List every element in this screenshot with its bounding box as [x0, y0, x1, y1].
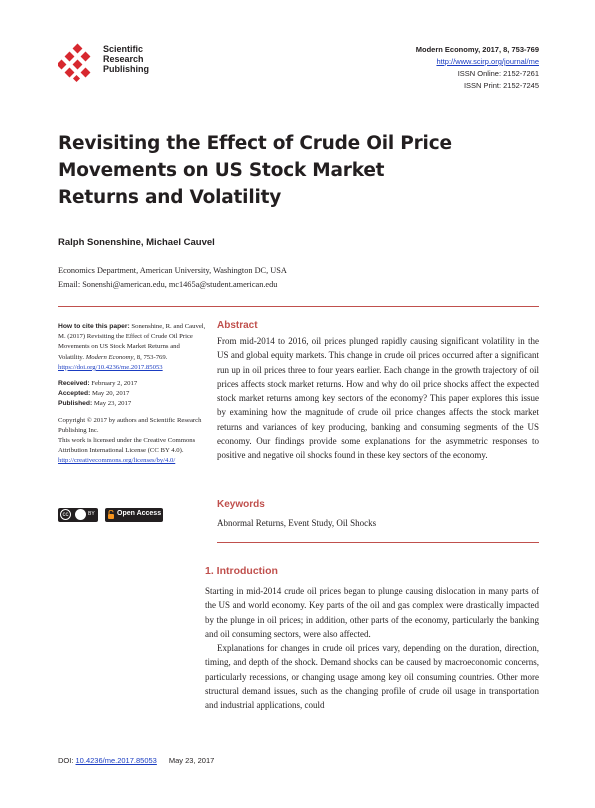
journal-info — [416, 44, 539, 92]
journal-url-link[interactable]: http://www.scirp.org/journal/me — [436, 57, 539, 66]
scientific-research-publishing-logo-icon — [58, 43, 98, 83]
open-access-badge[interactable] — [105, 508, 163, 522]
intro-paragraph: Starting in mid-2014 crude oil prices began to plunge causing dislocation in many parts of the US and world economy. Key parts of the oil and gas complex were drastically impacted by the plunge in oil prices; in addition, other parts of the economy, particularly the banking and oil consuming sectors, were also affected. — [205, 586, 539, 639]
cite-text: Sonenshine, R. and Cauvel, M. (2017) Revisiting the Effect of Crude Oil Price Movements on US Stock Market Returns and Volatility. — [58, 323, 206, 361]
page-footer — [58, 756, 214, 765]
keywords-text: Abnormal Returns, Event Study, Oil Shocks — [217, 518, 377, 528]
affiliation: Economics Department, American University, Washington DC, USA — [58, 266, 287, 275]
section-divider — [217, 542, 539, 543]
received-date: February 2, 2017 — [89, 380, 138, 388]
footer-doi-link[interactable]: 10.4236/me.2017.85053 — [75, 756, 157, 765]
article-sidebar — [58, 322, 206, 467]
accepted-date: May 20, 2017 — [90, 390, 130, 398]
open-lock-icon — [108, 510, 114, 519]
cite-volume: , 8, 753-769. — [133, 353, 168, 361]
abstract-text: From mid-2014 to 2016, oil prices plunged rapidly causing significant volatility in the US and global equity markets. This change in crude oil prices occurred after a significant run up in oil prices three to four years earlier. Each change in the growth trajectory of oil prices affects stock market returns. How and why do oil price shocks affect the expected stock market returns among key sectors of the economy? This paper explores this issue by examining how the magnitude of crude oil price changes affects the stock market returns and variances of key producing, banking and consuming segments of the US economy. Our findings provide some explanations for the asymmetric responses to positive and negative oil shocks found in these key sectors of the economy. — [217, 336, 539, 461]
introduction-heading: 1. Introduction — [205, 565, 278, 577]
top-divider — [58, 306, 539, 307]
publisher-line: Scientific — [103, 44, 144, 54]
title-line: Returns and Volatility — [58, 187, 282, 208]
cc-by-badge[interactable] — [58, 508, 98, 522]
license-url-link[interactable]: http://creativecommons.org/licenses/by/4.0/ — [58, 457, 176, 465]
cite-label: How to cite this paper: — [58, 323, 130, 330]
license-text: This work is licensed under the Creative Commons Attribution International License (CC BY 4.0). — [58, 437, 196, 455]
copyright: Copyright © 2017 by authors and Scientific Research Publishing Inc. — [58, 416, 202, 434]
title-line: Movements on US Stock Market — [58, 160, 385, 181]
published-label: Published: — [58, 400, 93, 408]
person-icon — [75, 509, 86, 520]
dates-block — [58, 379, 206, 410]
cc-icon: cc — [60, 509, 71, 520]
issn-online: ISSN Online: 2152-7261 — [457, 69, 539, 78]
email: Email: Sonenshi@american.edu, mc1465a@student.american.edu — [58, 280, 278, 289]
title-line: Revisiting the Effect of Crude Oil Price — [58, 133, 452, 154]
intro-paragraph: Explanations for changes in crude oil prices vary, depending on the duration, direction, timing, and depth of the shock. Demand shocks can be caused by macroeconomic concerns, particularly recessions, or changing usage among key oil consuming countries. Other more structural demand issues, such as the changing profile of crude oil usage in transportation and industrial applications, could — [205, 643, 539, 711]
abstract-heading: Abstract — [217, 320, 258, 331]
keywords-heading: Keywords — [217, 499, 265, 510]
footer-date: May 23, 2017 — [168, 756, 215, 765]
publisher-line: Publishing — [103, 64, 149, 74]
publisher-line: Research — [103, 54, 144, 64]
published-date: May 23, 2017 — [92, 400, 132, 408]
introduction-body — [205, 584, 539, 713]
cite-doi-link[interactable]: https://doi.org/10.4236/me.2017.85053 — [58, 363, 163, 371]
authors: Ralph Sonenshine, Michael Cauvel — [58, 237, 215, 248]
paper-title — [58, 130, 478, 211]
cc-by-label: BY — [88, 511, 95, 517]
affiliation-block — [58, 264, 287, 292]
citation-block — [58, 322, 206, 373]
open-access-label: Open Access — [117, 510, 162, 517]
accepted-label: Accepted: — [58, 390, 91, 398]
footer-doi-label: DOI: — [58, 756, 76, 765]
received-label: Received: — [58, 380, 90, 388]
issn-print: ISSN Print: 2152-7245 — [463, 81, 539, 90]
publisher-name — [103, 44, 149, 74]
cite-journal: Modern Economy — [85, 353, 134, 361]
journal-citation: Modern Economy, 2017, 8, 753-769 — [415, 45, 539, 54]
